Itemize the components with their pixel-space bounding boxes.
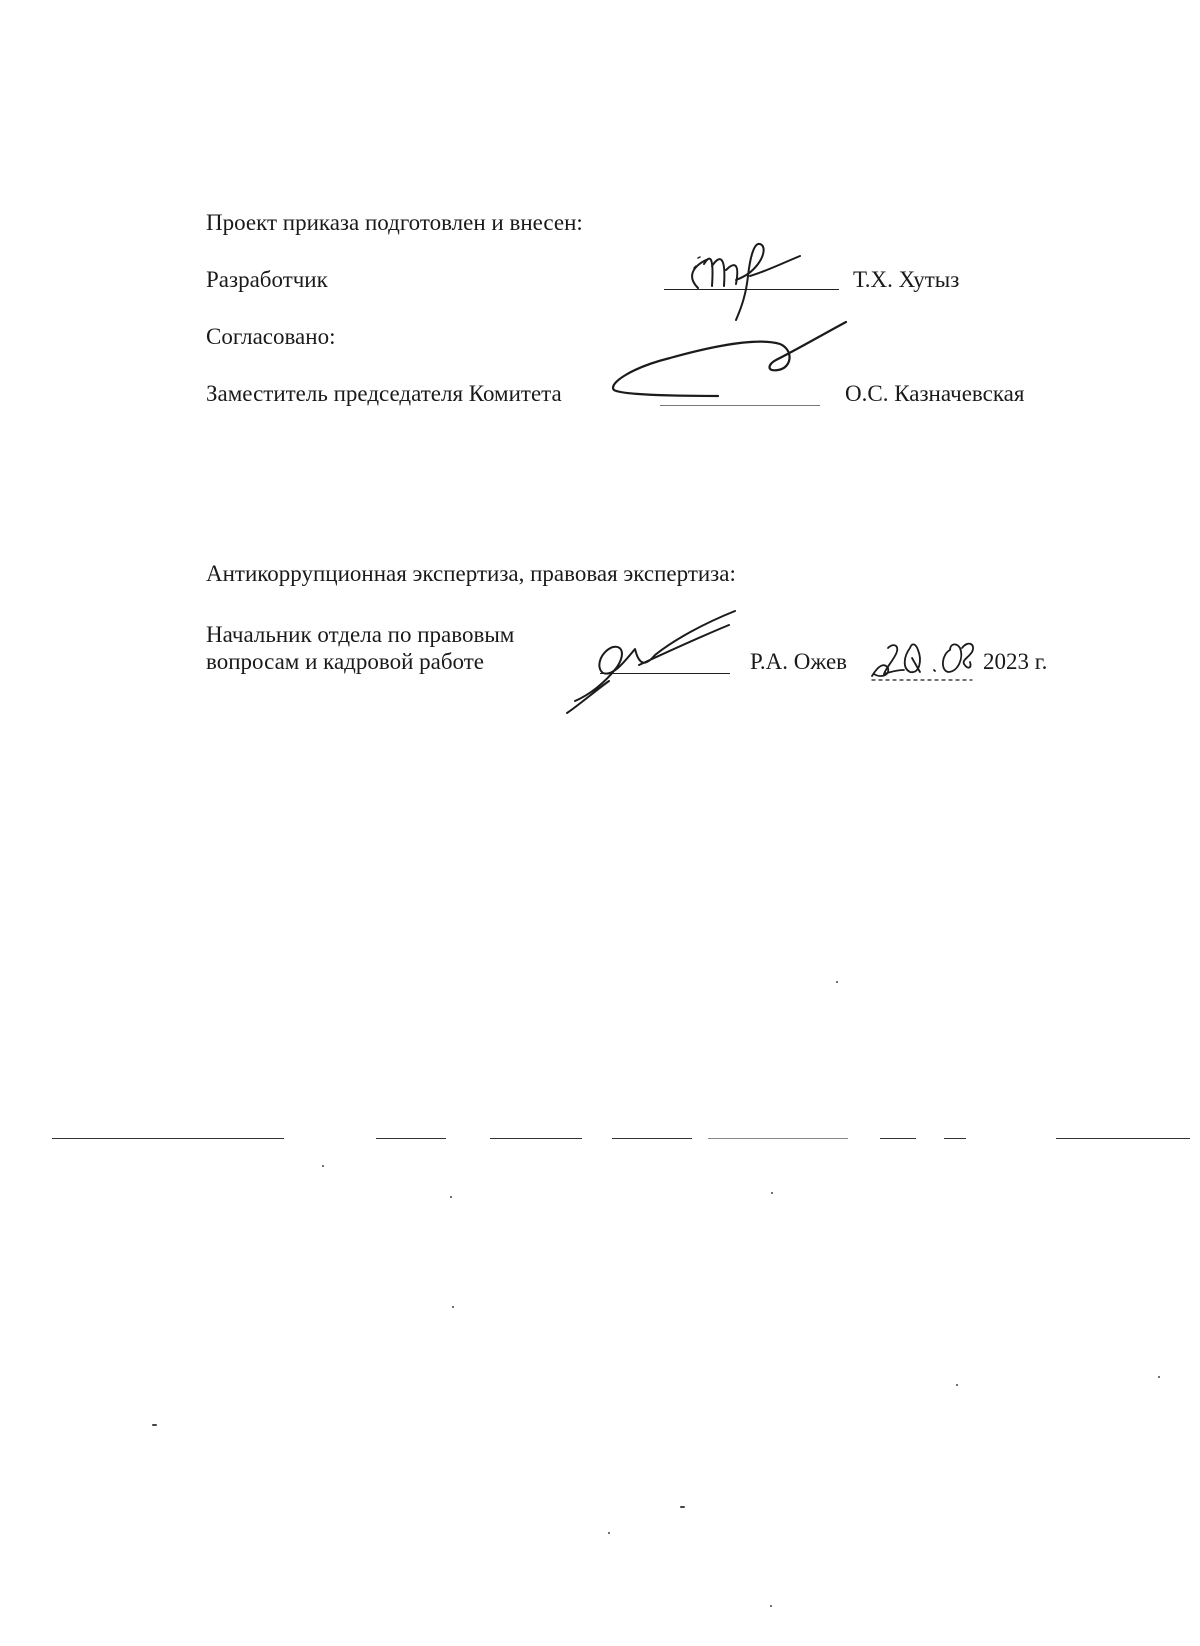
scan-speck bbox=[608, 1532, 610, 1534]
approval-name: О.С. Казначевская bbox=[845, 381, 1025, 406]
intro-line: Проект приказа подготовлен и внесен: bbox=[206, 210, 583, 235]
scan-speck bbox=[450, 1196, 452, 1198]
scan-speck bbox=[836, 981, 838, 983]
scan-line-segment bbox=[944, 1138, 966, 1139]
scan-line-segment bbox=[1056, 1138, 1190, 1139]
scan-speck bbox=[956, 1384, 958, 1386]
expertise-role-line2: вопросам и кадровой работе bbox=[206, 649, 485, 674]
scan-speck bbox=[680, 1506, 685, 1508]
scan-speck bbox=[322, 1165, 324, 1167]
scan-line-segment bbox=[52, 1138, 284, 1139]
scan-speck bbox=[770, 1605, 772, 1607]
scan-speck bbox=[1158, 1376, 1160, 1378]
approval-role: Заместитель председателя Комитета bbox=[206, 381, 562, 406]
scan-line-segment bbox=[376, 1138, 446, 1139]
expertise-role-line1: Начальник отдела по правовым bbox=[206, 622, 515, 647]
developer-signature bbox=[680, 236, 830, 326]
scan-line-segment bbox=[490, 1138, 582, 1139]
scan-speck bbox=[771, 1192, 773, 1194]
expertise-date-year: 2023 г. bbox=[983, 649, 1048, 674]
developer-name: Т.Х. Хутыз bbox=[853, 267, 960, 292]
expertise-heading: Антикоррупционная экспертиза, правовая экспертиза: bbox=[206, 561, 736, 586]
scan-speck bbox=[152, 1424, 157, 1426]
approval-label: Согласовано: bbox=[206, 324, 336, 349]
scan-speck bbox=[452, 1306, 454, 1308]
scan-line-segment bbox=[880, 1138, 916, 1139]
scan-line-segment bbox=[612, 1138, 692, 1139]
expertise-signature bbox=[565, 605, 745, 715]
scan-line-segment bbox=[708, 1138, 848, 1139]
developer-role: Разработчик bbox=[206, 267, 328, 292]
handwritten-date bbox=[868, 628, 988, 686]
approval-signature bbox=[600, 318, 860, 418]
expertise-name: Р.А. Ожев bbox=[750, 649, 848, 674]
